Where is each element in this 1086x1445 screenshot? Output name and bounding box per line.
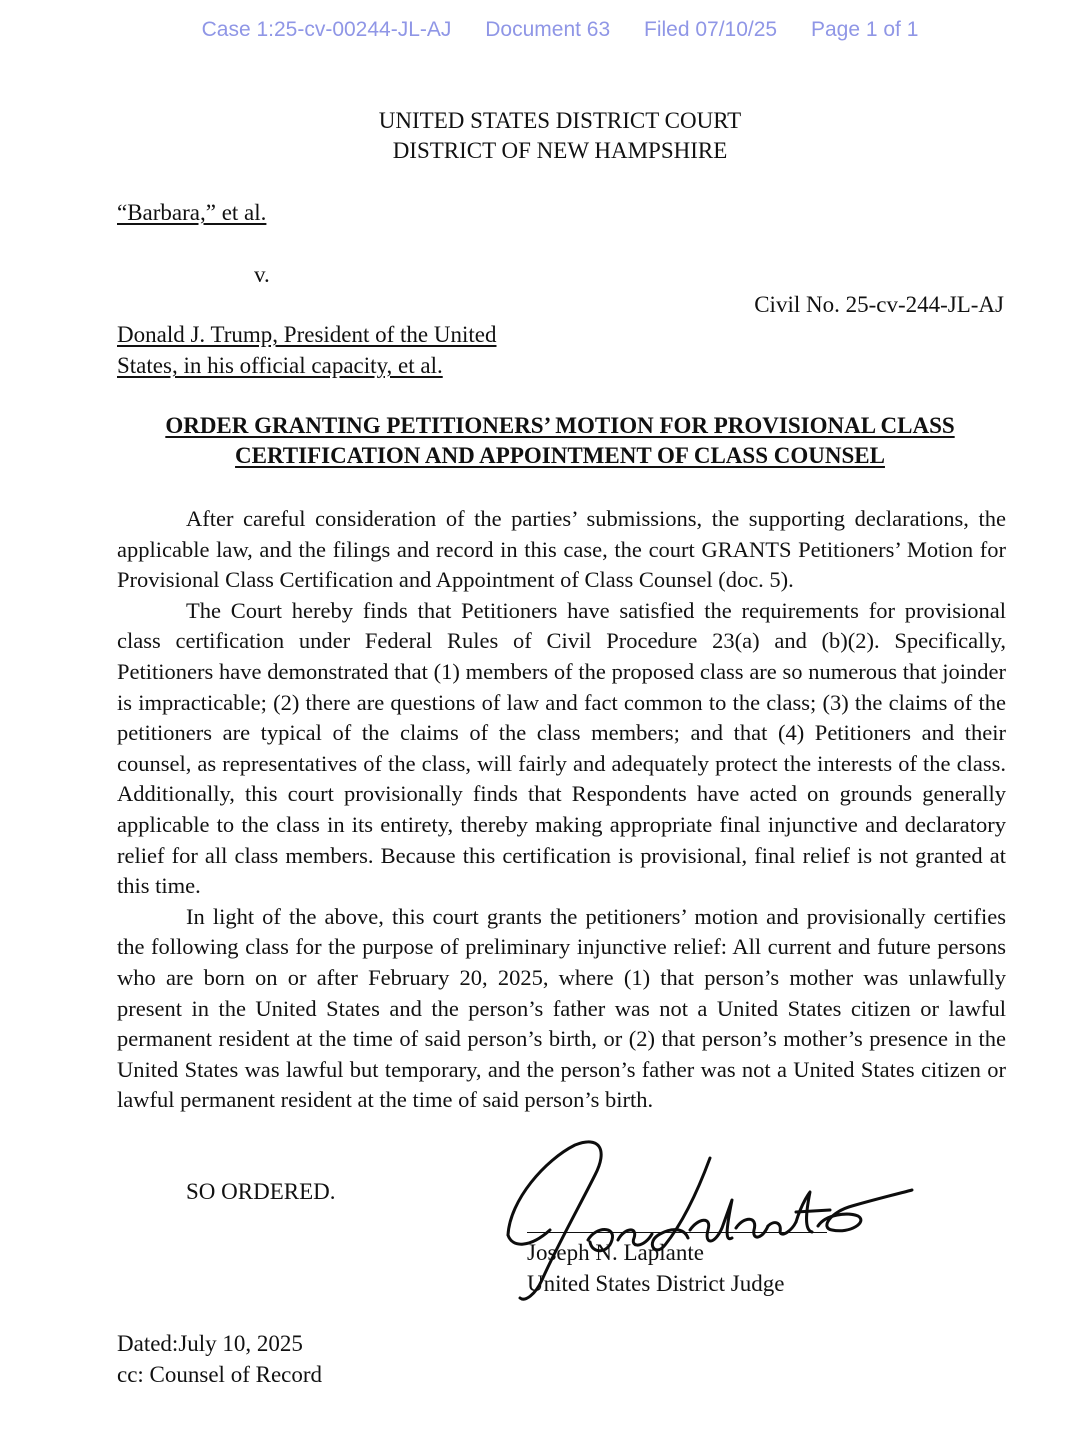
court-heading <box>0 106 1086 166</box>
page-indicator: Page 1 of 1 <box>810 18 919 41</box>
paragraph-findings: The Court hereby finds that Petitioners have satisfied the requirements for provisional class certification under Federal Rules of Civil Procedure 23(a) and (b)(2). Specifically, Petitioners have demonstrated that (1) members of the proposed class are so numerous that joinder is impracticable; (2) there are questions of law and fact common to the class; (3) the claims of the petitioners are typical of the claims of the class members; and that (4) Petitioners and their counsel, as representatives of the class, will fairly and adequately protect the interests of the class. Additionally, this court provisionally finds that Respondents have acted on grounds generally applicable to the class in its entirety, thereby making appropriate final injunctive and declaratory relief for all class members. Because this certification is provisional, final relief is not granted at this time. <box>117 597 1006 899</box>
versus: v. <box>254 262 270 287</box>
judge-name: Joseph N. Laplante <box>527 1240 704 1265</box>
cc-line: cc: Counsel of Record <box>117 1362 323 1387</box>
filed-date: Filed 07/10/25 <box>644 18 778 41</box>
dated-label: Dated: <box>117 1331 179 1356</box>
judge-title: United States District Judge <box>527 1271 785 1296</box>
judge-signature <box>500 1130 930 1305</box>
order-title-line-2: CERTIFICATION AND APPOINTMENT OF CLASS COUNSEL <box>235 443 885 468</box>
case-number: Case 1:25-cv-00244-JL-AJ <box>201 18 452 41</box>
dated-value: July 10, 2025 <box>178 1331 303 1356</box>
defendant-line-2: States, in his official capacity, et al. <box>117 353 443 378</box>
order-body <box>117 504 1006 1116</box>
document-number: Document 63 <box>485 18 611 41</box>
date-line <box>117 1328 303 1359</box>
civil-number: Civil No. 25-cv-244-JL-AJ <box>754 292 1004 317</box>
paragraph-intro: After careful consideration of the parties’ submissions, the supporting declarations, the applicable law, and the filings and record in this case, the court GRANTS Petitioners’ Motion for Provisional Class Certification and Appointment of Class Counsel (doc. 5). <box>117 506 1006 593</box>
ecf-header-stamp <box>0 18 1086 42</box>
defendant-line-1: Donald J. Trump, President of the United <box>117 322 497 347</box>
order-title <box>0 411 1086 471</box>
so-ordered: SO ORDERED. <box>186 1179 336 1204</box>
paragraph-class-definition: In light of the above, this court grants the petitioners’ motion and provisionally certifies the following class for the purpose of preliminary injunctive relief: All current and future persons who are born on or after February 20, 2025, where (1) that person’s mother was unlawfully present in the United States and the person’s father was not a United States citizen or lawful permanent resident at the time of said person’s birth, or (2) that person’s mother’s presence in the United States was lawful but temporary, and the person’s father was not a United States citizen or lawful permanent resident at the time of said person’s birth. <box>117 903 1006 1113</box>
order-title-line-1: ORDER GRANTING PETITIONERS’ MOTION FOR PROVISIONAL CLASS <box>165 413 955 438</box>
court-district: DISTRICT OF NEW HAMPSHIRE <box>392 138 728 163</box>
court-name: UNITED STATES DISTRICT COURT <box>378 108 742 133</box>
plaintiff-name: “Barbara,” et al. <box>117 200 267 225</box>
